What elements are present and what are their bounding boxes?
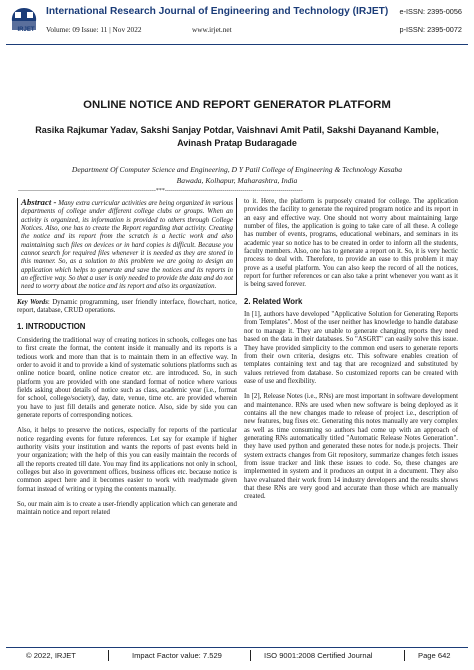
affiliation-line-2: Bawada, Kolhapur, Maharashtra, India <box>176 175 298 185</box>
journal-name: International Research Journal of Engineering and Technology (IRJET) <box>46 6 389 17</box>
footer-impact-factor: Impact Factor value: 7.529 <box>132 651 222 660</box>
right-column <box>244 198 458 590</box>
keywords <box>17 299 237 316</box>
footer-copyright: © 2022, IRJET <box>26 651 76 660</box>
eissn: e-ISSN: 2395-0056 <box>399 7 462 16</box>
keywords-label: Key Words <box>17 298 48 306</box>
section-divider: ---------------------------------------------------------------------***--------------------------------------------------------------------- <box>18 188 303 194</box>
affiliation-line-1: Department Of Computer Science and Engineering, D Y Patil College of Engineering & Technology Kasaba <box>71 165 403 174</box>
introduction-heading: 1. INTRODUCTION <box>17 322 86 332</box>
intro-paragraph-3: So, our main aim is to create a user-friendly application which can generate and maintain notice and report related <box>17 501 237 517</box>
intro-paragraph-1: Considering the traditional way of creating notices in schools, colleges one has to first create the format, the content inside it manually and its reports is a tedious work and more than that is to maintain them in an effective way. In order to avoid it and to provide a kind of systematic solutions platforms such as online notice board, online notice creator etc. are introduced. So, in such platform you are provided with one standard format of notice where various fields asking about details of notice such as class, academic year (i.e., format for school, college/society), day, date, venue, time etc. are provided wherein you have to just fill details and generate notice. Also, side by side you can generate reports of corresponding notices. <box>17 336 237 419</box>
authors-line-1: Rasika Rajkumar Yadav, Sakshi Sanjay Potdar, Vaishnavi Amit Patil, Sakshi Dayanand Kamble, <box>35 125 439 135</box>
journal-header <box>6 4 468 42</box>
abstract <box>21 198 233 292</box>
irjet-logo <box>6 4 42 40</box>
related-paragraph-1: In [1], authors have developed "Applicative Solution for Generating Reports from Templates". Most of the user neither has knowledge to handle database nor to manage it. They are unable to generate changing reports they need based on the data in their databases. So "ASGRT" can easily solve this issue. They have provided simplicity to the common end users to generate reports from their own criteria, designs etc. This software enables creation of templates containing text and tag that are recognized and substituted by values retrieved from database. So customized reports can be created with ease of use and flexibility. <box>244 311 458 385</box>
left-column <box>17 198 237 590</box>
abstract-label: Abstract - <box>21 198 57 207</box>
footer-separator <box>404 650 405 661</box>
affiliation <box>20 165 454 186</box>
footer-separator <box>108 650 109 661</box>
intro-continued-paragraph: to it. Here, the platform is purposely created for college. The application provides the facility to generate the required program notice and its report in an easy and effective way. One should not worry about maintaining large number of files, the application is going to take care of all these. A college has number of events, programs, educational webinars, and seminars in its academic year so notice has to be created in order to inform all the students, faculty members. Also, one has to generate a report on it. So, it is very hectic process to deal with. Therefore, to provide an ease to this problem it may prove as a useful platform. You can also keep the record of all the notices, report for further references or can also take a print whenever you want as it is being saved forever. <box>244 198 458 289</box>
pissn: p-ISSN: 2395-0072 <box>399 25 462 34</box>
related-paragraph-2: In [2], Release Notes (i.e., RNs) are most important in software development and maintenance. RNs are used when new software is being deployed as it contains all the new changes made to release of project i.e., description of new features, bug fixes etc. Generating this notes manually are very complex as well as time consuming so authors had come up with an approach of generating RNs automatically titled "Automatic Release Notes Generation". they have used python and generated these notes for node.js projects. Their system extracts changes from Git repository, summarize changes fetch issues from issue tracker and link these issues to code. So, these changes are implemented in system and it produces an output in a document. They also have evaluated their work from 14 industry developers and the results shows that these RNs are very good and accurate than those which are manually created. <box>244 393 458 501</box>
journal-website[interactable]: www.irjet.net <box>192 25 232 34</box>
volume-issue: Volume: 09 Issue: 11 | Nov 2022 <box>46 25 142 34</box>
authors-line-2: Avinash Pratap Budaragade <box>177 138 297 148</box>
footer-page-number: Page 642 <box>418 651 451 660</box>
keywords-text: : Dynamic programming, user friendly interface, flowchart, notice, report, database, CRUD operations. <box>17 298 237 315</box>
footer-iso: ISO 9001:2008 Certified Journal <box>264 651 373 660</box>
related-work-heading: 2. Related Work <box>244 296 303 306</box>
page-footer <box>6 647 468 663</box>
footer-separator <box>250 650 251 661</box>
header-rule <box>6 44 468 45</box>
abstract-box <box>17 198 237 295</box>
logo-text: IRJET <box>17 27 35 33</box>
intro-paragraph-2: Also, it helps to preserve the notices, especially for reports of the particular notice regarding events for future references. Let say for example if higher authority visits your institution and wants the reports of past events held in your organization; with the help of this you can easily maintain the records of all the reports created till date. You may find its applications not only in school, colleges but also in government offices, business offices etc. because notice is common aspect here and it becomes easier to work with readymade given format instead of writing or typing the contents manually. <box>17 427 237 493</box>
abstract-text: Many extra curricular activities are being organized in various departments of college under different college clubs or groups. When an activity is organized, its information is provided to others through College Notices. Also, one has to create the Report regarding that activity. Creating the notice and its report from the scratch is a hectic work and also maintaining such files on devices or in hard copies is difficult. Because you cannot search for required files whenever it is needed as they are stored in this manner. So, as a solution to this problem we are going to design an application which helps to generate and save the notices and its reports in an effective way. So that a user is only needed to provide the data and do not need to worry about the notice and its report and also its organization. <box>21 200 233 291</box>
paper-title: ONLINE NOTICE AND REPORT GENERATOR PLATFORM <box>83 99 391 111</box>
author-list <box>20 124 454 150</box>
